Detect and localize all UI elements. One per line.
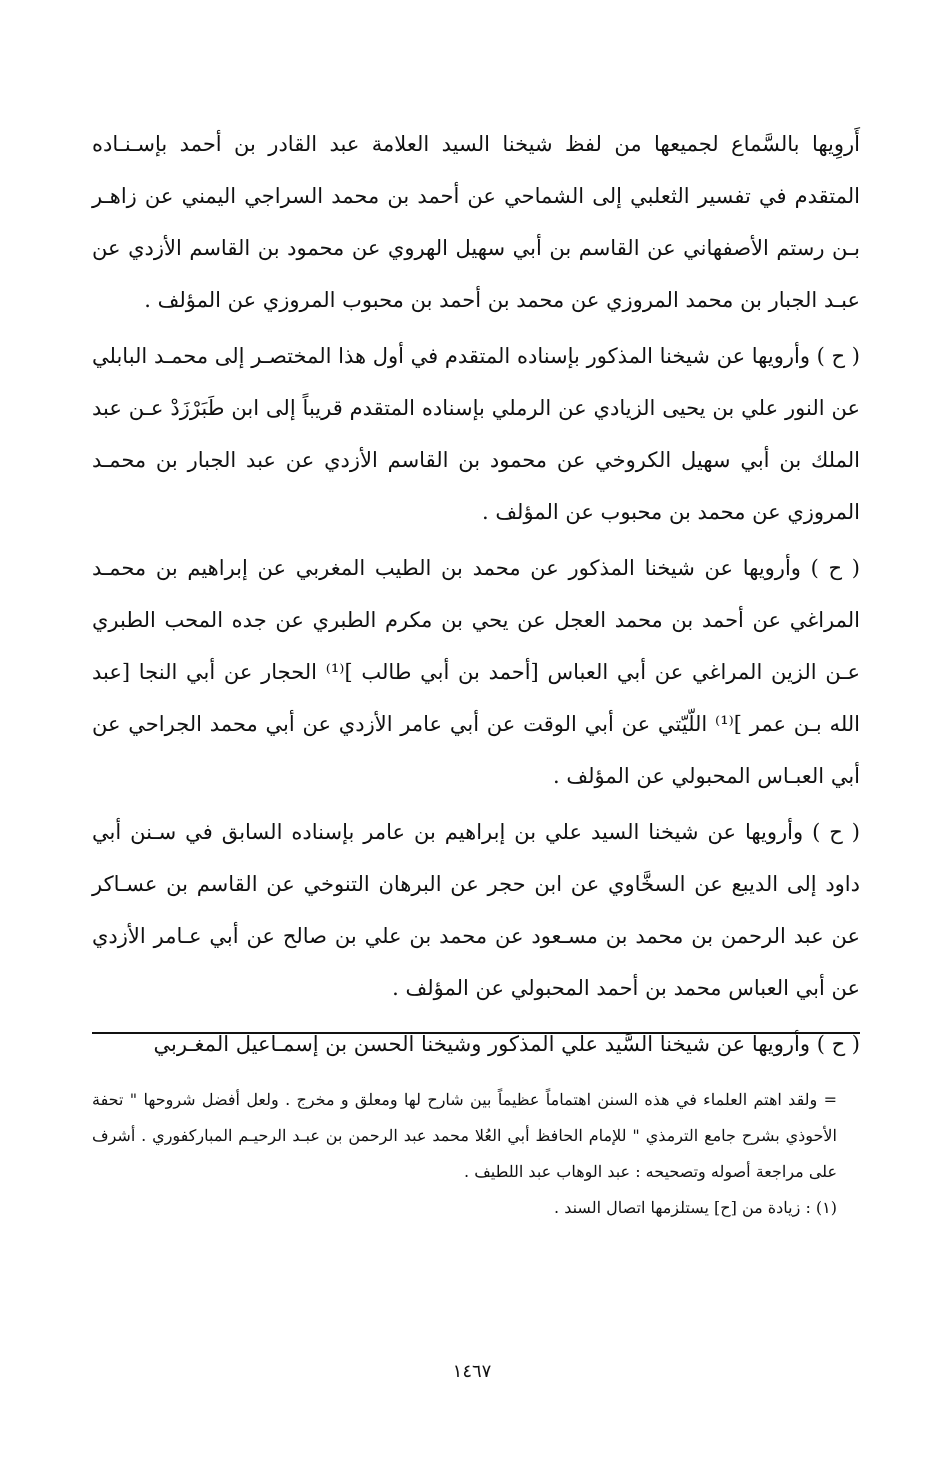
page-number: ١٤٦٧ [452,1361,492,1382]
main-text-body [92,118,860,1070]
footnotes [92,1082,837,1226]
footnote-continuation: = ولقد اهتم العلماء في هذه السنن اهتماماً عظيماً بين شارح لها ومعلق و مخرج . ولعل أفضل شروحها " تحفة الأحوذي بشرح جامع الترمذي " للإمام الحافظ أبي العُلا محمد عبد الرحمن بن عبـد الرحيـم المباركفوري . أشرف على مراجعة أصوله وتصحيحه : عبد الوهاب عبد اللطيف . [92,1090,837,1181]
paragraph-5: ( ح ) وأرويها عن شيخنا السَّيد علي المذكور وشيخنا الحسن بن إسمـاعيل المغـربي [153,1032,860,1056]
footnote-1: (١) : زيادة من [ح] يستلزمها اتصال السند . [554,1198,837,1217]
paragraph-3: ( ح ) وأرويها عن شيخنا المذكور عن محمد بن الطيب المغربي عن إبراهيم بن محمـد المراغي عن أحمد بن محمد العجل عن يحي بن مكرم الطبري عن جده المحب الطبري عـن الزين المراغي عن أبي العباس [أحمد بن أبي طالب ]⁽¹⁾ الحجار عن أبي النجا [عبد الله بـن عمر ]⁽¹⁾ اللّيّتي عن أبي الوقت عن أبي عامر الأزدي عن أبي محمد الجراحي عن أبي العبـاس المحبولي عن المؤلف . [92,556,861,788]
paragraph-4: ( ح ) وأرويها عن شيخنا السيد علي بن إبراهيم بن عامر بإسناده السابق في سـنن أبي داود إلى الديبع عن السخَّاوي عن ابن حجر عن البرهان التنوخي عن القاسم بن عسـاكر عن عبد الرحمن بن محمد بن مسـعود عن محمد بن علي بن صالح عن أبي عـامر الأزدي عن أبي العباس محمد بن أحمد المحبولي عن المؤلف . [92,820,860,1000]
paragraph-1: أَروِيها بالسَّماع لجميعها من لفظ شيخنا السيد العلامة عبد القادر بن أحمد بإسـنـاده المتقدم في تفسير الثعلبي إلى الشماحي عن أحمد بن محمد السراجي اليمني عن زاهـر بـن رستم الأصفهاني عن القاسم بن أبي سهيل الهروي عن محمود بن القاسم الأزدي عن عبـد الجبار بن محمد المروزي عن محمد بن أحمد بن محبوب المروزي عن المؤلف . [92,132,860,312]
paragraph-2: ( ح ) وأرويها عن شيخنا المذكور بإسناده المتقدم في أول هذا المختصـر إلى محمـد البابلي عن النور علي بن يحيى الزيادي عن الرملي بإسناده المتقدم قريباً إلى ابن طَبَرْزَدْ عـن عبد الملك بن أبي سهيل الكروخي عن محمود بن القاسم الأزدي عن عبد الجبار بن محمـد المروزي عن محمد بن محبوب عن المؤلف . [92,344,860,524]
footnote-divider [92,1032,860,1034]
